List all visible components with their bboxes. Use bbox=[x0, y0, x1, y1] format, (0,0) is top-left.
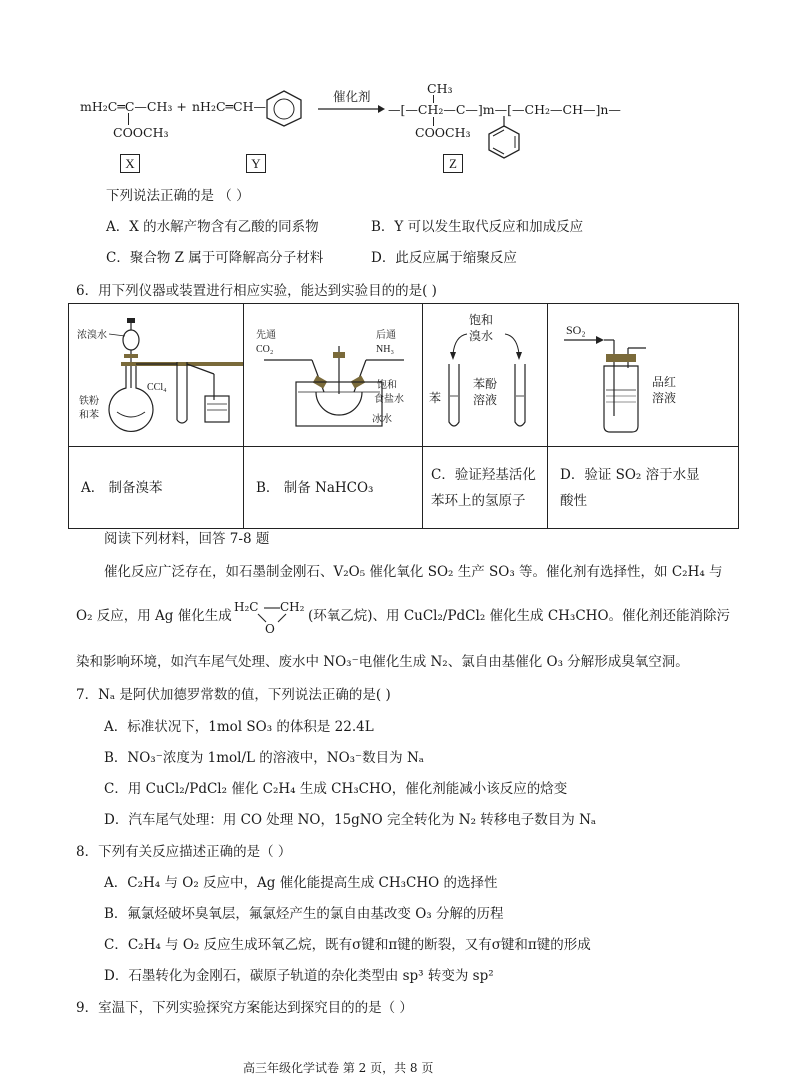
apparatus-c-cell bbox=[423, 304, 548, 447]
label-y-box: Y bbox=[246, 154, 266, 173]
apparatus-c-label-3: 苯 bbox=[429, 391, 442, 405]
q6-option-d bbox=[548, 447, 739, 529]
q7-option-a: A．标准状况下，1mol SO₃ 的体积是 22.4L bbox=[104, 719, 374, 735]
epoxide-bonds bbox=[240, 600, 306, 628]
apparatus-a-cell bbox=[69, 304, 244, 447]
q9-stem: 9．室温下，下列实验探究方案能达到探究目的的是（ ） bbox=[76, 1000, 413, 1016]
passage-line-2a: O₂ 反应，用 Ag 催化生成 bbox=[76, 608, 232, 624]
phenol-bromination-diagram bbox=[423, 304, 547, 442]
q7-option-c: C．用 CuCl₂/PdCl₂ 催化 C₂H₄ 生成 CH₃CHO，催化剂能减小该反应的焓变 bbox=[104, 781, 568, 797]
apparatus-b-label-6: 食盐水 bbox=[374, 394, 404, 405]
reactant-y-formula: nH₂C═CH— bbox=[192, 99, 267, 114]
apparatus-c-label-4: 苯酚 bbox=[473, 377, 498, 391]
q7-option-d: D．汽车尾气处理：用 CO 处理 NO，15gNO 完全转化为 N₂ 转移电子数目为 Nₐ bbox=[104, 812, 597, 828]
apparatus-c-label-2: 溴水 bbox=[469, 329, 494, 343]
apparatus-a-label-2: CCl₄ bbox=[147, 382, 167, 393]
apparatus-d-label-1: SO₂ bbox=[566, 323, 586, 337]
q6-option-c-line2: 苯环上的氢原子 bbox=[431, 492, 526, 509]
so2-apparatus-diagram bbox=[548, 304, 738, 442]
benzene-ring-icon bbox=[262, 88, 306, 128]
reactant-x-ester: COOCH₃ bbox=[113, 125, 169, 140]
apparatus-b-label-1: 先通 bbox=[256, 330, 276, 341]
apparatus-a-label-3: 铁粉 bbox=[79, 396, 99, 407]
q6-option-a-text: A． 制备溴苯 bbox=[81, 479, 163, 496]
q6-option-b-text: B． 制备 NaHCO₃ bbox=[256, 479, 374, 496]
q5-option-a: A．X 的水解产物含有乙酸的同系物 bbox=[106, 219, 319, 235]
passage-line-3: 染和影响环境，如汽车尾气处理、废水中 NO₃⁻电催化生成 N₂、氯自由基催化 O₃ 分解形成臭氧空洞。 bbox=[76, 654, 689, 670]
q8-option-a: A．C₂H₄ 与 O₂ 反应中，Ag 催化能提高生成 CH₃CHO 的选择性 bbox=[104, 875, 498, 891]
q6-option-c-line1: C．验证羟基活化 bbox=[431, 466, 536, 483]
q6-option-b bbox=[244, 447, 423, 529]
passage-line-2b: (环氧乙烷)、用 CuCl₂/PdCl₂ 催化生成 CH₃CHO。催化剂还能消除污 bbox=[308, 608, 731, 624]
apparatus-b-label-5: 饱和 bbox=[377, 380, 397, 391]
q6-option-c bbox=[423, 447, 548, 529]
apparatus-c-label-5: 溶液 bbox=[473, 393, 498, 407]
passage-intro: 阅读下列材料，回答 7-8 题 bbox=[104, 531, 270, 547]
product-z-bond-up bbox=[433, 95, 435, 103]
q8-option-c: C．C₂H₄ 与 O₂ 反应生成环氧乙烷，既有σ键和π键的断裂，又有σ键和π键的形成 bbox=[104, 937, 591, 953]
apparatus-d-label-2: 品红 bbox=[652, 375, 677, 389]
q8-option-b: B．氟氯烃破坏臭氧层，氟氯烃产生的氯自由基改变 O₃ 分解的历程 bbox=[104, 906, 504, 922]
q5-option-d: D．此反应属于缩聚反应 bbox=[371, 250, 517, 266]
q6-apparatus-table bbox=[68, 303, 739, 529]
q8-stem: 8．下列有关反应描述正确的是（ ） bbox=[76, 844, 292, 860]
q5-option-c: C．聚合物 Z 属于可降解高分子材料 bbox=[106, 250, 324, 266]
q6-option-d-line1: D．验证 SO₂ 溶于水显 bbox=[560, 466, 700, 483]
q6-stem: 6．用下列仪器或装置进行相应实验，能达到实验目的的是( ) bbox=[76, 283, 437, 299]
epoxide-h2c-left: H₂C bbox=[234, 600, 259, 614]
q6-option-a bbox=[69, 447, 244, 529]
q7-stem: 7．Nₐ 是阿伏加德罗常数的值，下列说法正确的是( ) bbox=[76, 687, 391, 703]
product-z-methyl: CH₃ bbox=[427, 81, 453, 96]
q6-option-d-line2: 酸性 bbox=[560, 492, 587, 509]
apparatus-c-label-1: 饱和 bbox=[469, 313, 494, 327]
product-z-chain: —[—CH₂—C—]m—[—CH₂—CH—]n— bbox=[388, 102, 621, 117]
q5-option-b: B．Y 可以发生取代反应和加成反应 bbox=[371, 219, 584, 235]
catalyst-label: 催化剂 bbox=[333, 89, 371, 104]
apparatus-d-cell bbox=[548, 304, 739, 447]
label-z-box: Z bbox=[443, 154, 463, 173]
reactant-x-formula: mH₂C═C—CH₃ + bbox=[80, 99, 187, 114]
apparatus-b-label-2: CO₂ bbox=[256, 344, 274, 355]
epoxide-oxygen: O bbox=[265, 622, 275, 636]
apparatus-b-cell bbox=[244, 304, 423, 447]
apparatus-b-label-4: NH₃ bbox=[376, 344, 394, 355]
apparatus-d-label-3: 溶液 bbox=[652, 391, 677, 405]
apparatus-a-label-1: 浓溴水 bbox=[77, 330, 107, 341]
q7-option-b: B．NO₃⁻浓度为 1mol/L 的溶液中，NO₃⁻数目为 Nₐ bbox=[104, 750, 424, 766]
q5-stem: 下列说法正确的是 （ ） bbox=[106, 188, 250, 204]
q8-option-d: D．石墨转化为金刚石，碳原子轨道的杂化类型由 sp³ 转变为 sp² bbox=[104, 968, 494, 984]
apparatus-a-label-4: 和苯 bbox=[79, 410, 99, 421]
page-footer: 高三年级化学试卷 第 2 页，共 8 页 bbox=[243, 1061, 434, 1075]
epoxide-ch2-right: CH₂ bbox=[280, 600, 305, 614]
benzene-ring-icon bbox=[484, 116, 524, 166]
bromobenzene-apparatus-diagram bbox=[69, 304, 243, 442]
product-z-ester: COOCH₃ bbox=[415, 125, 471, 140]
passage-line-1: 催化反应广泛存在，如石墨制金刚石、V₂O₅ 催化氧化 SO₂ 生产 SO₃ 等。催化剂有选择性，如 C₂H₄ 与 bbox=[104, 564, 723, 580]
label-x-box: X bbox=[120, 154, 140, 173]
nahco3-apparatus-diagram bbox=[244, 304, 422, 442]
apparatus-b-label-3: 后通 bbox=[376, 330, 396, 341]
apparatus-b-label-7: 冰水 bbox=[372, 414, 392, 425]
reaction-arrow-icon bbox=[316, 104, 386, 114]
